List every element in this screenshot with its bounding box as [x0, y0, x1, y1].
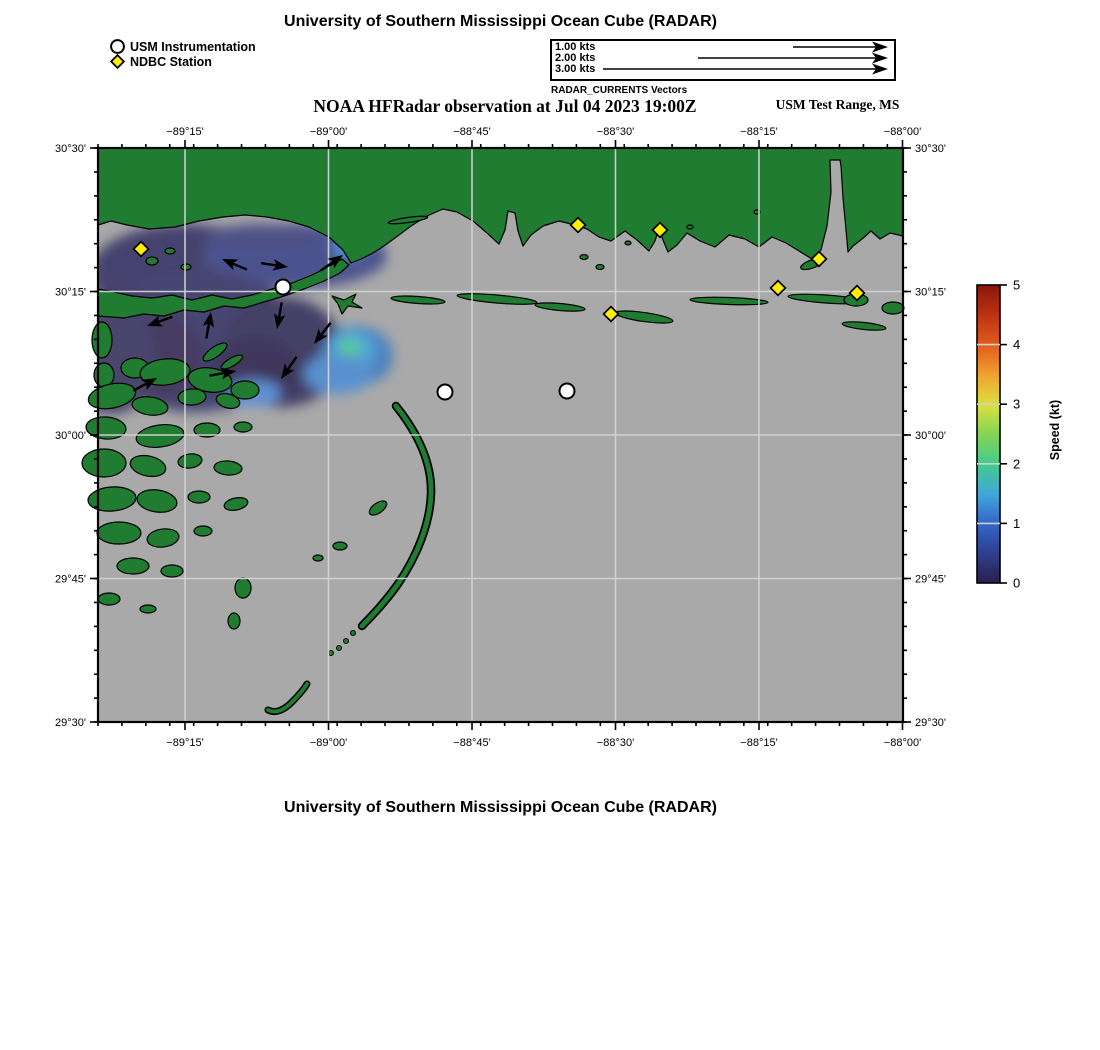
- axis-tick-label: −88°00': [883, 737, 922, 749]
- range-subtitle: USM Test Range, MS: [775, 97, 900, 112]
- usm-station-marker: [438, 385, 453, 400]
- axis-tick-label: −89°00': [309, 737, 348, 749]
- colorbar-tick-label: 5: [1013, 277, 1021, 293]
- axis-tick-label: 30°30': [55, 143, 86, 155]
- axis-tick-label: −88°30': [596, 126, 635, 138]
- scale-row-3: 3.00 kts: [555, 63, 596, 75]
- colorbar-gradient: [977, 285, 1000, 583]
- colorbar-tick-label: 4: [1013, 337, 1021, 353]
- axis-tick-label: −88°45': [453, 126, 491, 138]
- axis-tick-label: 30°30': [915, 143, 946, 155]
- legend-label-usm: USM Instrumentation: [130, 39, 256, 54]
- axis-tick-label: 29°45': [55, 573, 86, 586]
- colorbar-tick-label: 3: [1013, 396, 1021, 412]
- axis-tick-label: 29°45': [915, 573, 946, 586]
- axis-tick-label: 29°30': [915, 717, 946, 729]
- axis-tick-label: −88°30': [596, 737, 635, 749]
- colorbar-tick-label: 2: [1013, 456, 1021, 472]
- usm-station-marker: [560, 384, 575, 399]
- axis-tick-label: −88°15': [740, 737, 778, 749]
- figure-title-top: University of Southern Mississippi Ocean Cube (RADAR): [284, 13, 717, 30]
- axis-tick-label: −88°00': [883, 126, 922, 138]
- axis-tick-label: 30°00': [915, 430, 946, 442]
- axis-tick-label: 29°30': [55, 717, 86, 729]
- axis-tick-label: −89°15': [166, 737, 204, 749]
- axis-tick-label: −88°45': [453, 737, 491, 749]
- usm-station-marker: [276, 280, 291, 295]
- vector-scale-caption: RADAR_CURRENTS Vectors: [551, 85, 688, 96]
- axis-tick-label: 30°15': [915, 286, 946, 299]
- colorbar: [977, 278, 1020, 591]
- axis-tick-label: −89°00': [309, 126, 348, 138]
- colorbar-tick-label: 0: [1013, 575, 1021, 591]
- scale-row-2: 2.00 kts: [555, 52, 596, 64]
- axis-tick-label: −88°15': [740, 126, 778, 138]
- colorbar-axis-label: Speed (kt): [1048, 399, 1062, 461]
- scale-row-1: 1.00 kts: [555, 41, 596, 53]
- observation-subtitle: NOAA HFRadar observation at Jul 04 2023 19:00Z: [313, 96, 697, 116]
- colorbar-tick-label: 1: [1013, 515, 1021, 531]
- legend-label-ndbc: NDBC Station: [130, 54, 212, 69]
- axis-tick-label: 30°00': [55, 430, 86, 442]
- axis-tick-label: 30°15': [55, 286, 86, 299]
- axis-tick-label: −89°15': [166, 126, 204, 138]
- figure-title-bottom: University of Southern Mississippi Ocean Cube (RADAR): [284, 799, 717, 816]
